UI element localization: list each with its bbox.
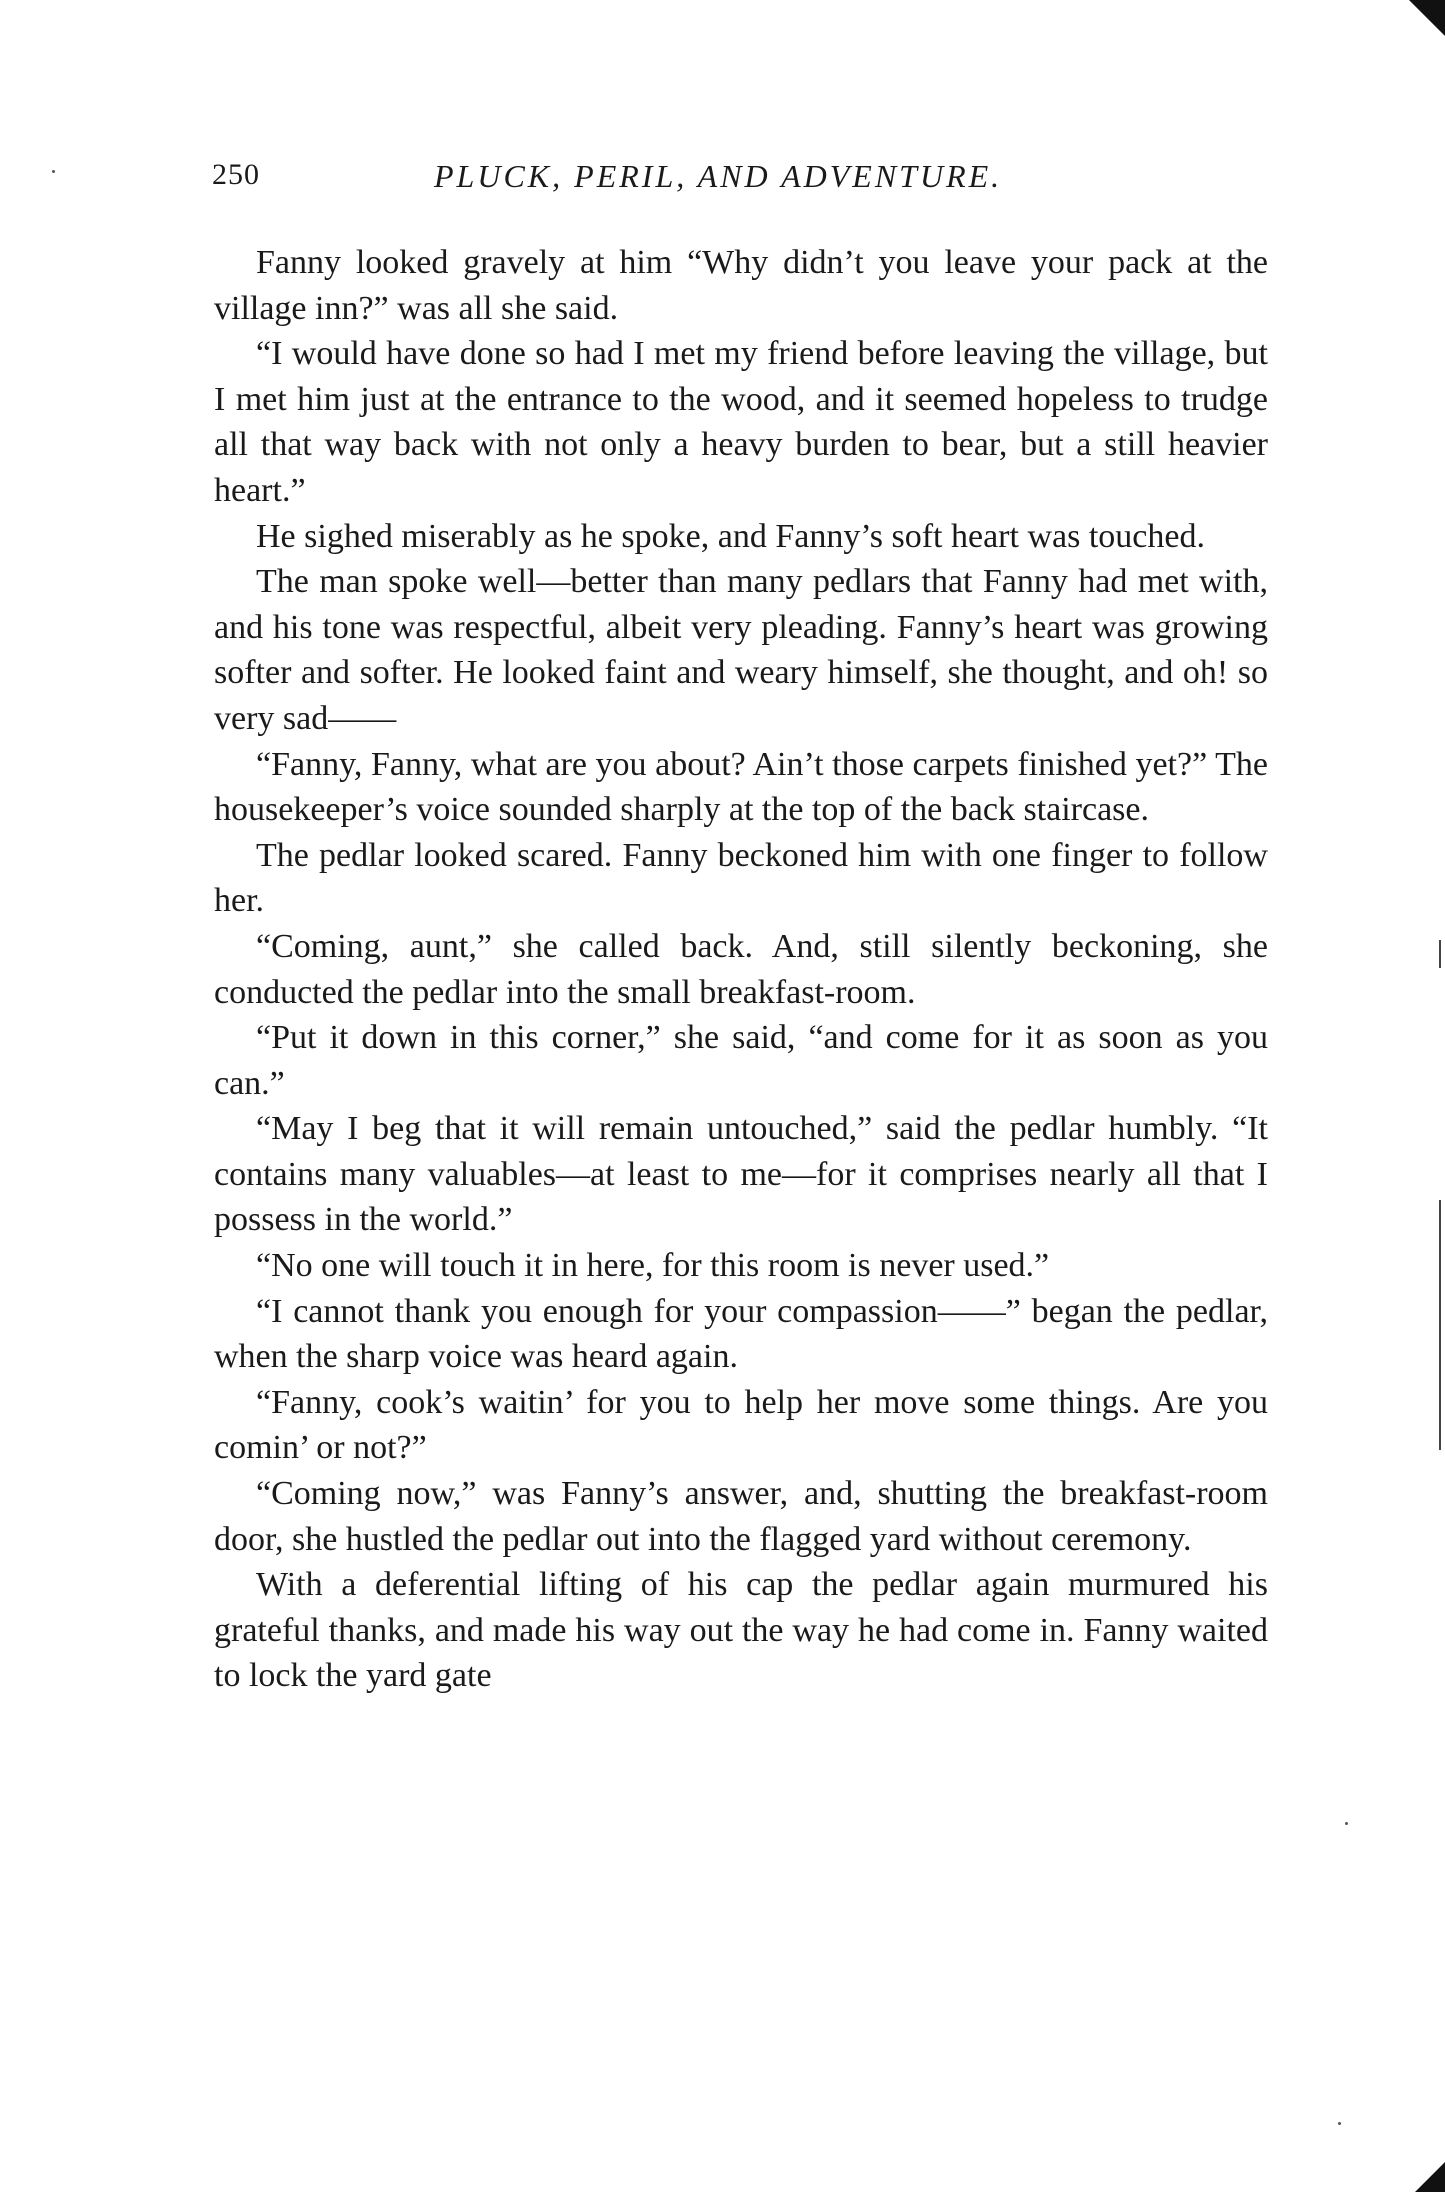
paragraph: “Fanny, cook’s waitin’ for you to help her move some things. Are you comin’ or not?” [214, 1383, 1268, 1467]
page-header [212, 158, 1272, 208]
paragraph: “Fanny, Fanny, what are you about? Ain’t those carpets finished yet?” The housekeeper’s voice sounded sharply at the top of the back staircase. [214, 745, 1268, 829]
paragraph: The pedlar looked scared. Fanny beckoned him with one finger to follow her. [214, 836, 1268, 920]
paragraph: “May I beg that it will remain untouched,” said the pedlar humbly. “It contains many valuables—at least to me—for it comprises nearly all that I possess in the world.” [214, 1110, 1268, 1239]
paragraph: “I would have done so had I met my friend before leaving the village, but I met him just at the entrance to the wood, and it seemed hopeless to trudge all that way back with not only a heavy burden to bear, but a still heavier heart.” [214, 335, 1268, 509]
edge-line [1439, 940, 1441, 968]
speck [52, 170, 55, 173]
speck [1345, 1822, 1348, 1825]
body-text [214, 240, 1268, 1699]
corner-scan-mark [1409, 0, 1445, 36]
paragraph: “No one will touch it in here, for this room is never used.” [256, 1247, 1050, 1285]
paragraph: Fanny looked gravely at him “Why didn’t you leave your pack at the village inn?” was all she said. [214, 244, 1268, 327]
paragraph: He sighed miserably as he spoke, and Fanny’s soft heart was touched. [256, 517, 1205, 555]
running-title: PLUCK, PERIL, AND ADVENTURE. [434, 158, 1003, 194]
paragraph: The man spoke well—better than many pedlars that Fanny had met with, and his tone was respectful, albeit very pleading. Fanny’s heart was growing softer and softer. He looked faint and weary himself, she thought, and oh! so very sad—— [214, 563, 1268, 737]
paragraph: With a deferential lifting of his cap the pedlar again murmured his grateful thanks, and made his way out the way he had come in. Fanny waited to lock the yard gate [214, 1566, 1268, 1695]
paragraph: “Coming, aunt,” she called back. And, still silently beckoning, she conducted the pedlar into the small breakfast-room. [214, 927, 1268, 1011]
paragraph: “Coming now,” was Fanny’s answer, and, shutting the breakfast-room door, she hustled the pedlar out into the flagged yard without ceremony. [214, 1475, 1268, 1558]
paragraph: “Put it down in this corner,” she said, “and come for it as soon as you can.” [214, 1019, 1268, 1102]
speck [1338, 2122, 1341, 2125]
paragraph: “I cannot thank you enough for your compassion——” began the pedlar, when the sharp voice was heard again. [214, 1292, 1268, 1376]
page-number: 250 [212, 158, 260, 191]
edge-line [1439, 1200, 1441, 1450]
corner-scan-mark-bottom [1415, 2162, 1445, 2192]
